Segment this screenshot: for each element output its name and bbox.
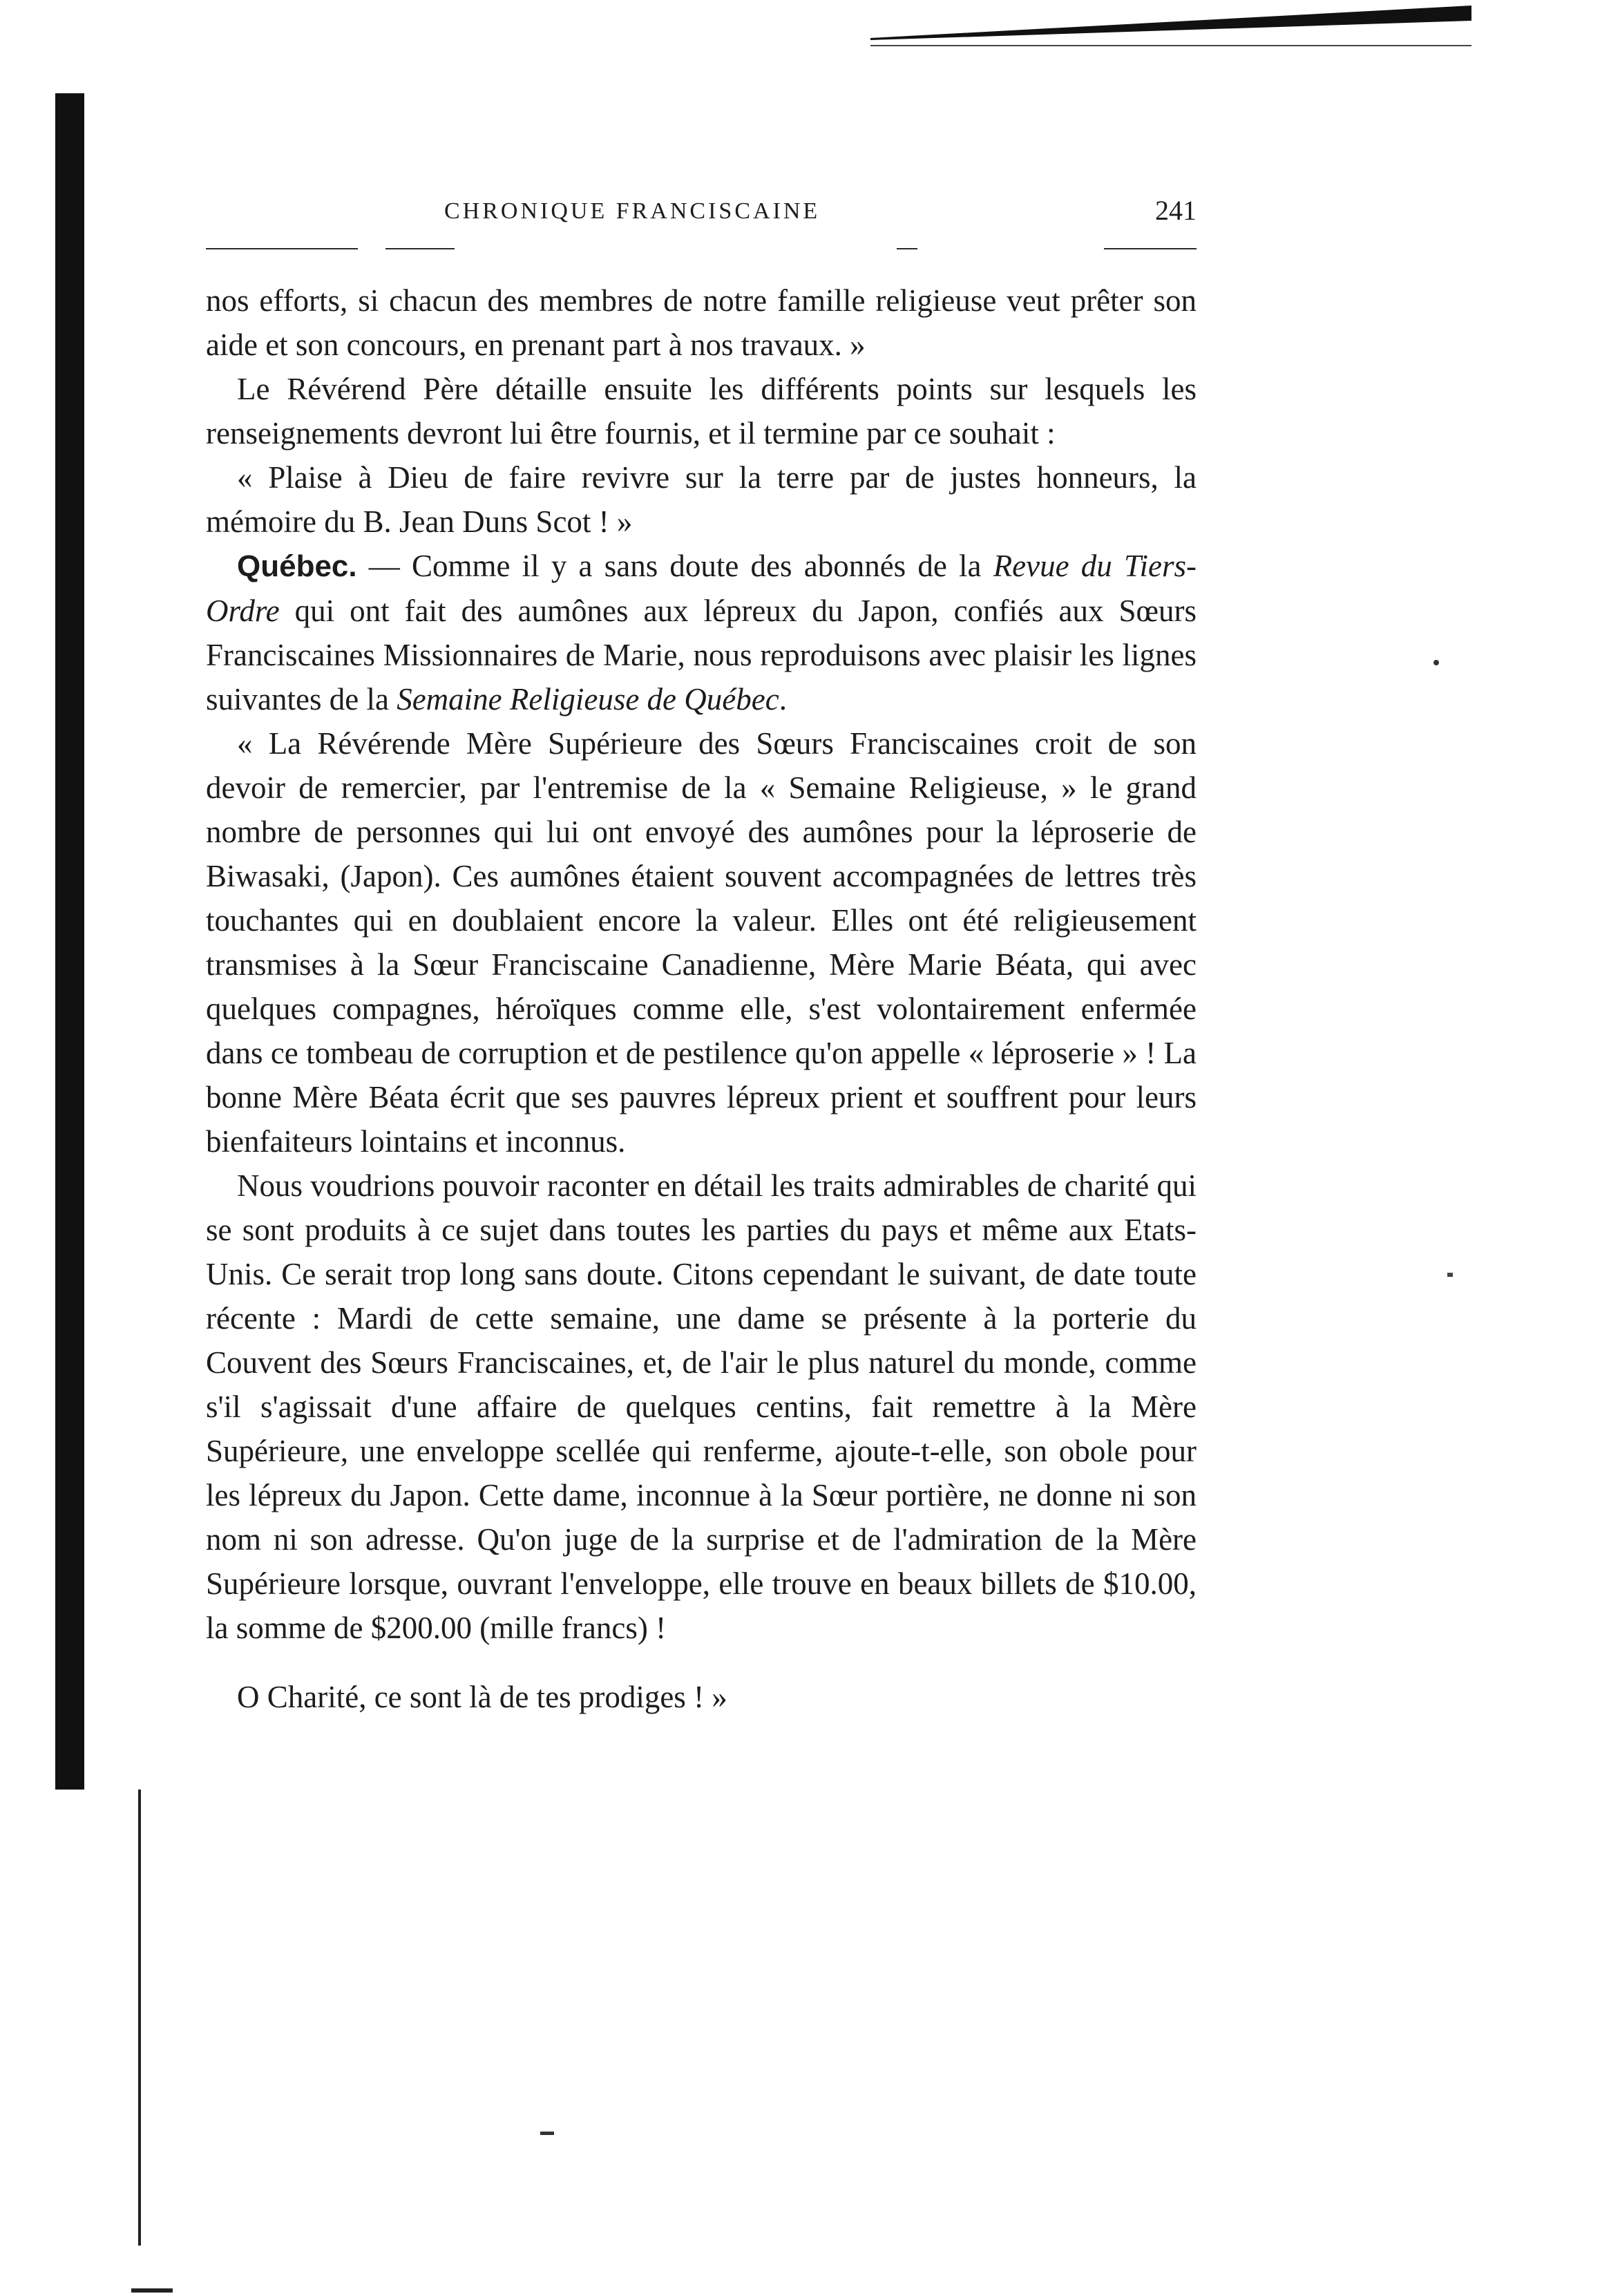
header-rule	[206, 248, 1197, 249]
paragraph: « La Révérende Mère Supérieure des Sœurs Franciscaines croit de son devoir de remercier, par l'entremise de la « Semaine Religieuse, » le grand nombre de personnes qui lui ont envoyé des aumônes pour la léproserie de Biwasaki, (Japon). Ces aumônes étaient souvent accompagnées de lettres très touchantes qui en doublaient encore la valeur. Elles ont été religieusement transmises à la Sœur Franciscaine Canadienne, Mère Marie Béata, qui avec quelques compagnes, héroïques comme elle, s'est volontairement enfermée dans ce tombeau de corruption et de pestilence qu'on appelle « léproserie » ! La bonne Mère Béata écrit que ses pauvres lépreux prient et souffrent pour leurs bienfaiteurs lointains et inconnus.	[206, 726, 1197, 1159]
paragraph: O Charité, ce sont là de tes prodiges ! »	[237, 1680, 727, 1714]
publication-title: Revue du Tiers-Ordre	[206, 549, 1197, 628]
scan-speck	[1433, 660, 1439, 665]
paragraph: « Plaise à Dieu de faire revivre sur la terre par de justes honneurs, la mémoire du B. Jean Duns Scot ! »	[206, 460, 1197, 539]
scan-mark	[540, 2132, 554, 2135]
paragraph: nos efforts, si chacun des membres de notre famille religieuse veut prêter son aide et son concours, en prenant part à nos travaux. »	[206, 283, 1197, 362]
text-run: .	[779, 682, 787, 717]
paragraph: Nous voudrions pouvoir raconter en détail les traits admirables de charité qui se sont produits à ce sujet dans toutes les parties du pays et même aux Etats-Unis. Ce serait trop long sans doute. Citons cependant le suivant, de date toute récente : Mardi de cette semaine, une dame se présente à la porterie du Couvent des Sœurs Franciscaines, et, de l'air le plus naturel du monde, comme s'il s'agissait d'une affaire de quelques centins, fait remettre à la Mère Supérieure, une enveloppe scellée qui renferme, ajoute-t-elle, son obole pour les lépreux du Japon. Cette dame, inconnue à la Sœur portière, ne donne ni son nom ni son adresse. Qu'on juge de la surprise et de l'admiration de la Mère Supérieure lorsque, ouvrant l'enveloppe, elle trouve en beaux billets de $10.00, la somme de $200.00 (mille francs) !	[206, 1168, 1197, 1645]
paragraph: Le Révérend Père détaille ensuite les différents points sur lesquels les renseignements devront lui être fournis, et il termine par ce souhait :	[206, 372, 1197, 450]
scan-margin-line	[138, 1790, 141, 2246]
body-text	[206, 278, 1197, 1719]
top-page-rule	[870, 0, 1471, 48]
text-run: qui ont fait des aumônes aux lépreux du Japon, confiés aux Sœurs Franciscaines Missionnaires de Marie, nous reproduisons avec plaisir les lignes suivantes de la	[206, 594, 1197, 717]
place-heading: Québec.	[237, 549, 357, 583]
scan-mark	[131, 2288, 173, 2293]
page-header	[206, 195, 1197, 260]
scan-speck	[1447, 1273, 1453, 1277]
paragraph-quebec	[206, 544, 1197, 721]
running-head: CHRONIQUE FRANCISCAINE	[444, 198, 821, 224]
scan-binding-edge	[55, 93, 84, 1790]
publication-title: Semaine Religieuse de Québec	[397, 682, 779, 717]
page-number: 241	[1155, 195, 1197, 226]
text-run: — Comme il y a sans doute des abonnés de la	[356, 549, 993, 583]
